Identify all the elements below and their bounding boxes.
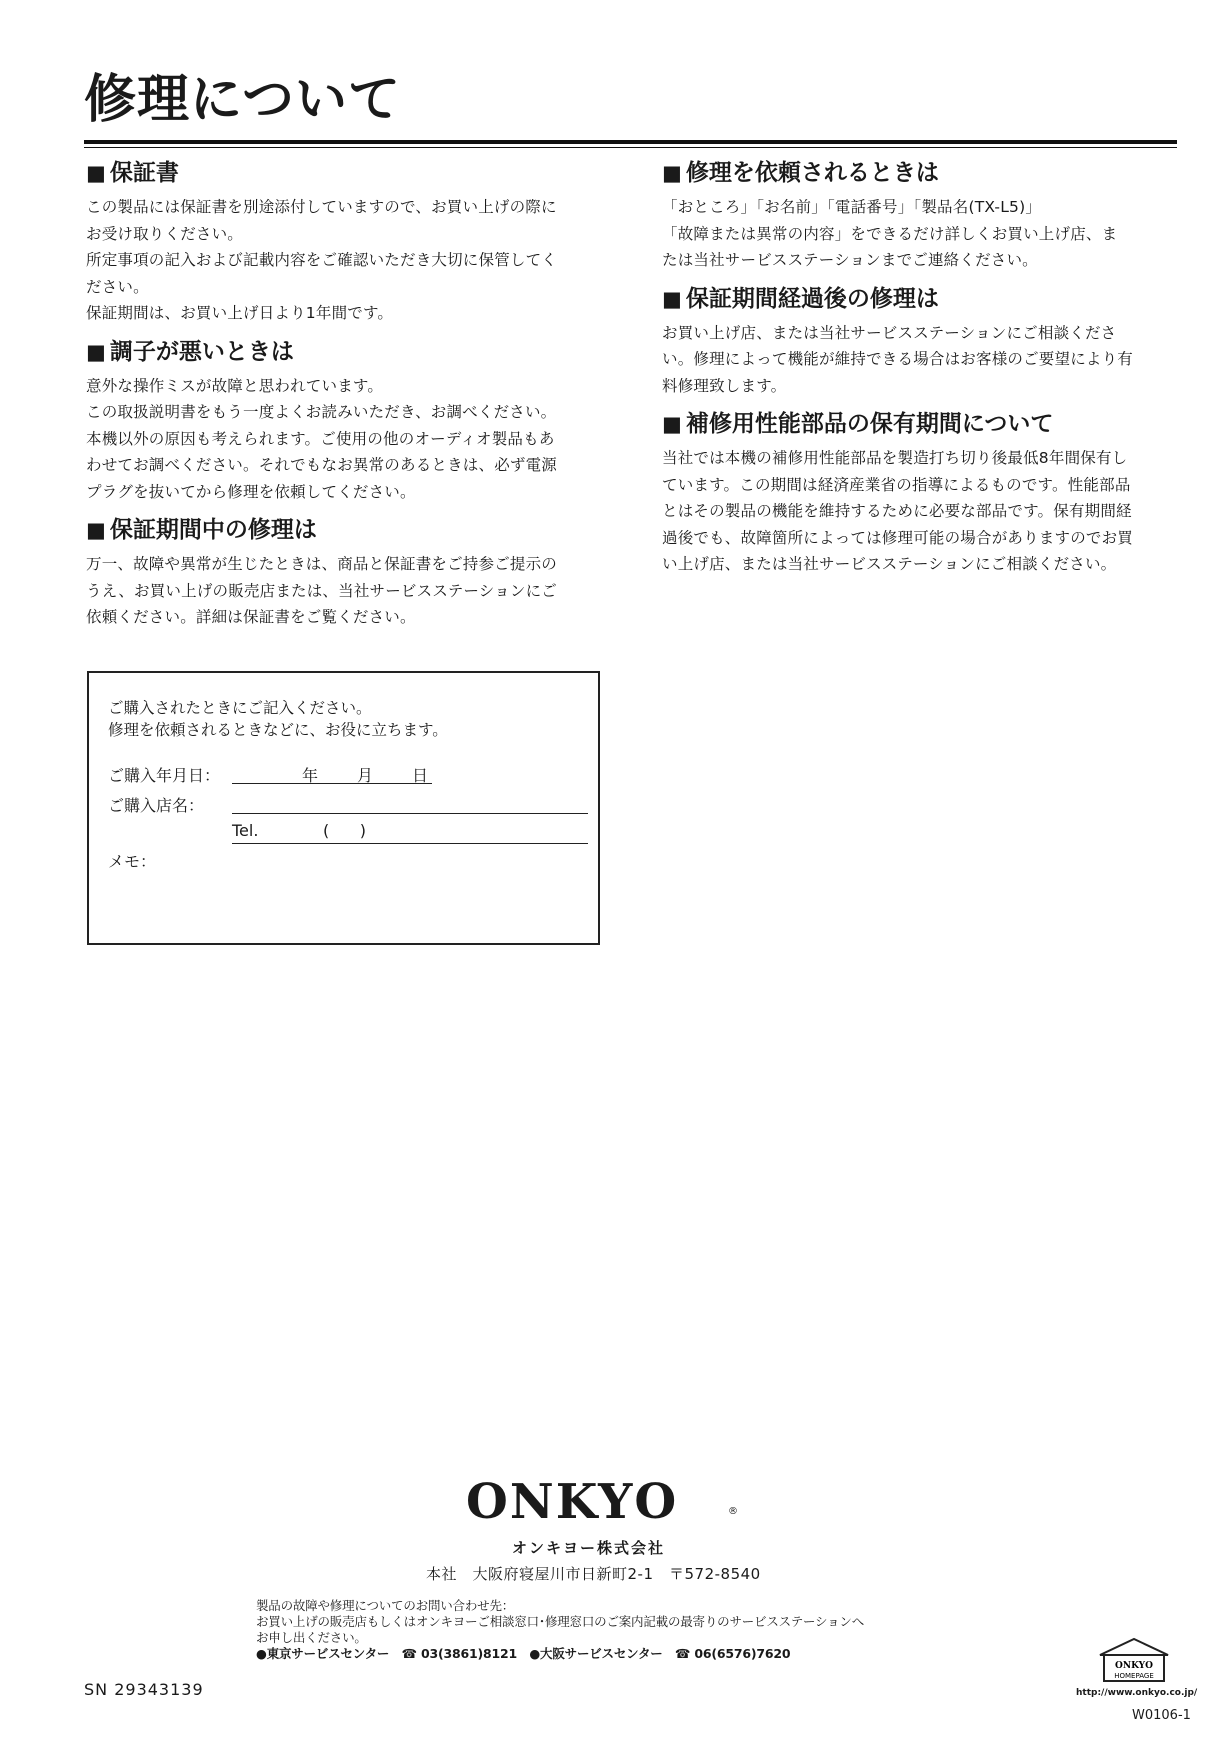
section-body-line: 「故障または異常の内容」をできるだけ詳しくお買い上げ店、ま xyxy=(662,224,1118,243)
purchase-date-label: ご購入年月日： xyxy=(108,766,221,785)
section-body-line: 当社では本機の補修用性能部品を製造打ち切り後最低8年間保有し xyxy=(662,449,1128,467)
homepage-brand: ONKYO xyxy=(1115,1661,1153,1671)
contact-line: ●東京サービスセンター ☎ 03(3861)8121 ●大阪サービスセンター ☎ 06(6576)7620 xyxy=(256,1646,791,1661)
section-heading-text: 保証期間中の修理は xyxy=(109,517,317,543)
purchase-memo-box xyxy=(87,671,600,945)
contact-line: 製品の故障や修理についてのお問い合わせ先： xyxy=(256,1598,515,1613)
title-rule-thick xyxy=(84,140,1177,144)
shop-name-label: ご購入店名： xyxy=(108,796,205,815)
section-body-line: プラグを抜いてから修理を依頼してください。 xyxy=(86,482,416,501)
memo-intro-line: ご購入されたときにご記入ください。 xyxy=(108,699,372,717)
document-code: W0106-1 xyxy=(1132,1708,1191,1723)
page-title: 修理について xyxy=(84,70,401,130)
month-label: 月 xyxy=(357,766,374,785)
contact-line: お買い上げの販売店もしくはオンキヨーご相談窓口･修理窓口のご案内記載の最寄りのサービスステーションへ xyxy=(256,1614,865,1629)
section-heading xyxy=(662,282,1182,316)
square-bullet-icon: ■ xyxy=(662,412,682,436)
section-body-line: うえ、お買い上げの販売店または、当社サービスステーションにご xyxy=(86,581,558,600)
serial-number: SN 29343139 xyxy=(84,1680,204,1699)
section-body-line: 保証期間は、お買い上げ日より1年間です。 xyxy=(86,304,394,322)
contact-line: お申し出ください。 xyxy=(256,1630,367,1645)
memo-intro xyxy=(108,697,448,741)
section-body-line: この取扱説明書をもう一度よくお読みいただき、お調べください。 xyxy=(86,403,557,421)
section-heading xyxy=(662,156,1182,190)
memo-intro-line: 修理を依頼されるときなどに、お役に立ちます。 xyxy=(108,721,448,739)
section-heading xyxy=(86,156,606,190)
tel-label: Tel. xyxy=(232,821,259,840)
section-body xyxy=(86,373,606,506)
section-heading-text: 保証期間経過後の修理は xyxy=(685,285,939,312)
section-heading xyxy=(86,513,606,547)
day-label: 日 xyxy=(412,766,429,785)
square-bullet-icon: ■ xyxy=(662,286,682,311)
onkyo-logo: ONKYO xyxy=(466,1474,679,1530)
section-body-line: 料修理致します。 xyxy=(662,376,787,395)
section-heading xyxy=(86,335,606,369)
section-body-line: この製品には保証書を別途添付していますので、お買い上げの際に xyxy=(86,198,557,216)
section-body-line: ています。この期間は経済産業省の指導によるものです。性能部品 xyxy=(662,475,1131,494)
section-body-line: 万一、故障や異常が生じたときは、商品と保証書をご持参ご提示の xyxy=(86,555,558,573)
square-bullet-icon: ■ xyxy=(86,339,106,364)
square-bullet-icon: ■ xyxy=(86,161,106,185)
right-column xyxy=(662,156,1182,586)
purchase-date-line xyxy=(232,783,432,784)
homepage-house-icon xyxy=(1098,1637,1170,1683)
shop-name-line xyxy=(232,813,588,814)
company-address: 本社 大阪府寝屋川市日新町2-1 〒572-8540 xyxy=(426,1565,761,1583)
section-body-line: お買い上げ店、または当社サービスステーションにご相談くださ xyxy=(662,323,1117,342)
section-body-line: い。修理によって機能が維持できる場合はお客様のご要望により有 xyxy=(662,350,1134,368)
section-body-line: ださい。 xyxy=(86,277,149,296)
section-body-line: お受け取りください。 xyxy=(86,224,244,243)
section-heading xyxy=(662,407,1182,441)
title-rule-thin xyxy=(84,147,1177,148)
section-body-line: 過後でも、故障箇所によっては修理可能の場合がありますのでお買 xyxy=(662,528,1134,547)
section-body xyxy=(662,320,1182,400)
section-body xyxy=(86,551,606,631)
left-column xyxy=(86,156,606,639)
section-body-line: い上げ店、または当社サービスステーションにご相談ください。 xyxy=(662,555,1117,573)
section-body-line: わせてお調べください。それでもなお異常のあるときは、必ず電源 xyxy=(86,456,558,474)
section-body xyxy=(662,194,1182,274)
section-heading-text: 調子が悪いときは xyxy=(109,338,294,365)
section-body xyxy=(86,194,606,327)
homepage-url[interactable]: http://www.onkyo.co.jp/ xyxy=(1076,1688,1198,1698)
section-heading-text: 修理を依頼されるときは xyxy=(685,160,939,186)
tel-paren: ( ) xyxy=(323,821,366,840)
homepage-label: HOMEPAGE xyxy=(1114,1672,1154,1680)
section-body-line: 「おところ」「お名前」「電話番号」「製品名(TX-L5)」 xyxy=(662,198,1042,216)
company-name: オンキヨー株式会社 xyxy=(512,1539,666,1557)
section-body xyxy=(662,445,1182,578)
section-heading-text: 補修用性能部品の保有期間について xyxy=(685,411,1054,437)
square-bullet-icon: ■ xyxy=(86,518,106,542)
tel-line xyxy=(232,843,588,844)
year-label: 年 xyxy=(302,766,319,785)
section-body-line: たは当社サービスステーションまでご連絡ください。 xyxy=(662,251,1038,269)
section-body-line: 依頼ください。詳細は保証書をご覧ください。 xyxy=(86,608,416,626)
section-heading-text: 保証書 xyxy=(109,160,179,186)
memo-label: メモ： xyxy=(108,852,157,871)
section-body-line: 意外な操作ミスが故障と思われています。 xyxy=(86,376,384,395)
square-bullet-icon: ■ xyxy=(662,161,682,185)
registered-mark: ® xyxy=(728,1506,738,1517)
section-body-line: とはその製品の機能を維持するために必要な部品です。保有期間経 xyxy=(662,502,1132,520)
section-body-line: 所定事項の記入および記載内容をご確認いただき大切に保管してく xyxy=(86,251,558,269)
contact-info xyxy=(256,1598,864,1662)
section-body-line: 本機以外の原因も考えられます。ご使用の他のオーディオ製品もあ xyxy=(86,429,555,448)
